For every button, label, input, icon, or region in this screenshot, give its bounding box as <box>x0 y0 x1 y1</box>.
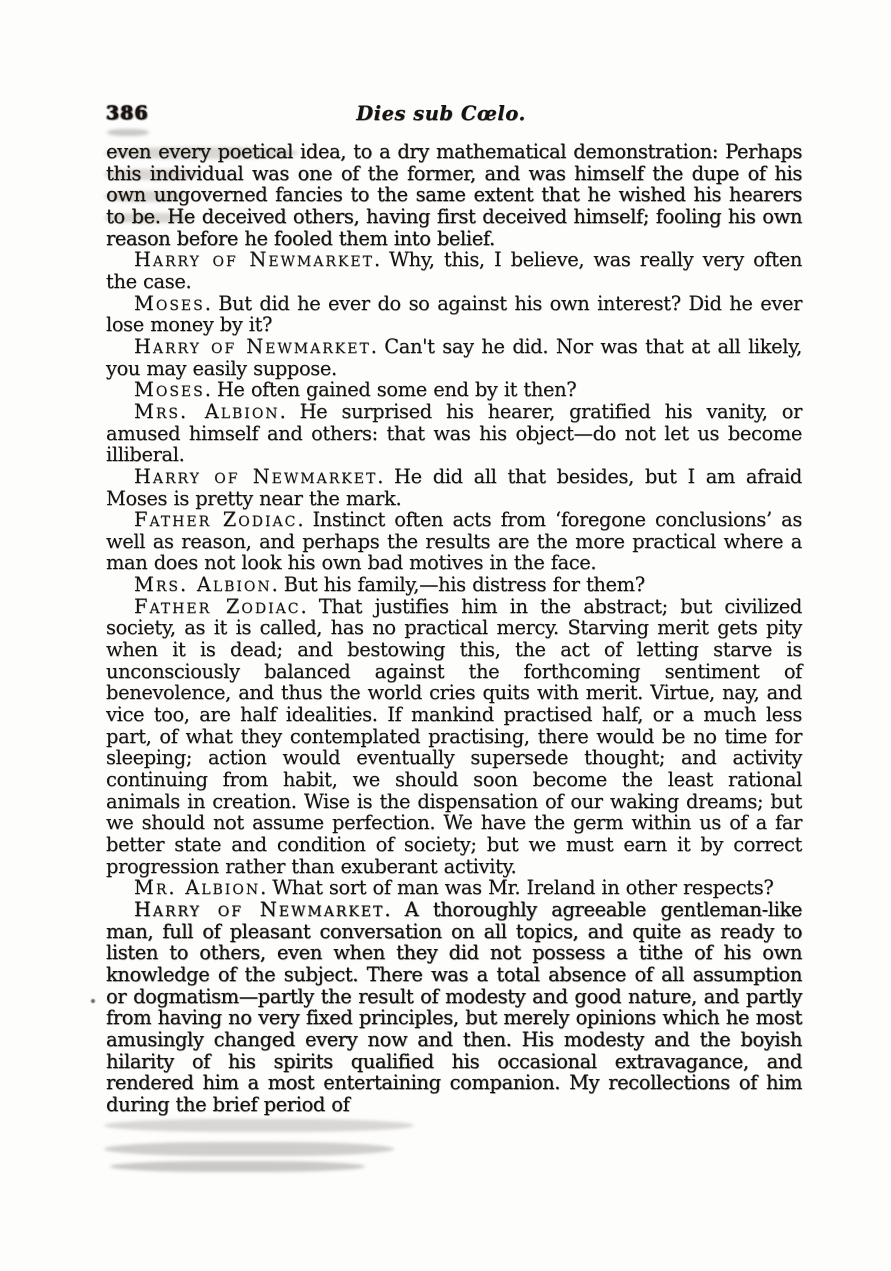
paragraph: Father Zodiac. Instinct often acts from ‘foregone conclusions’ as well as reason, and perhaps the results are the more practical where a man does not look his own bad motives in the face. <box>106 508 802 575</box>
paragraph: Mrs. Albion. He surprised his hearer, gratified his vanity, or amused himself and others: that was his object—do not let us become illiberal. <box>106 399 802 467</box>
paragraph: even every poetical idea, to a dry mathematical demonstration: Perhaps this individual was one of the former, and was himself the dupe of his own ungoverned fancies to the same extent that he wished his hearers to be. He deceived others, having first deceived himself; fooling his own reason before he fooled them into belief. <box>106 140 802 250</box>
text-block <box>106 141 802 1116</box>
ink-smudge <box>110 1161 365 1172</box>
speaker-name: Harry of Newmarket <box>134 248 374 272</box>
margin-speck <box>91 999 95 1003</box>
ink-smudge <box>104 1119 414 1132</box>
paragraph: Mrs. Albion. But his family,—his distress for them? <box>134 573 645 597</box>
speaker-name: Father Zodiac <box>134 508 298 532</box>
paragraph: Harry of Newmarket. Can't say he did. Nor was that at all likely, you may easily suppose. <box>106 334 802 380</box>
paragraph: Harry of Newmarket. He did all that besides, but I am afraid Moses is pretty near the mark. <box>106 464 802 510</box>
paragraph: Harry of Newmarket. Why, this, I believe, was really very often the case. <box>106 248 802 293</box>
paragraph: Mr. Albion. What sort of man was Mr. Ireland in other respects? <box>134 876 774 900</box>
ink-smudge <box>104 1142 394 1156</box>
paragraph: Father Zodiac. That justifies him in the abstract; but civilized society, as it is called, has no practical mercy. Starving merit gets pity when it is dead; and bestowing this, the act of letting starve is unconsciously balanced against the forthcoming sentiment of benevolence, and thus the world cries quits with merit. Virtue, nay, and vice too, are half idealities. If mankind practised half, or a much less part, of what they contemplated practising, there would be no time for sleeping; action would eventually supersede thought; and activity continuing from habit, we should soon become the least rational animals in creation. Wise is the dispensation of our waking dreams; but we should not assume perfection. We have the germ within us of a far better state and condition of society; but we must earn it by correct progression rather than exuberant activity. <box>106 594 802 878</box>
paragraph: Harry of Newmarket. A thoroughly agreeable gentleman-like man, full of pleasant conversation on all topics, and quite as ready to listen to others, even when they did not possess a tithe of his own knowledge of the subject. There was a total absence of all assumption or dogmatism—partly the result of modesty and good nature, and partly from having no very fixed principles, but merely opinions which he most amusingly changed every now and then. His modesty and the boyish hilarity of his spirits qualified his occasional extravagance, and rendered him a most entertaining companion. My recollections of him during the brief period of <box>106 897 803 1116</box>
ink-smudge <box>107 129 149 136</box>
speaker-name: Moses <box>134 378 205 402</box>
page-number: 386 <box>106 102 149 124</box>
paragraph: Moses. But did he ever do so against his own interest? Did he ever lose money by it? <box>106 291 802 337</box>
page-header <box>106 102 802 128</box>
speaker-name: Harry of Newmarket <box>134 897 385 921</box>
speaker-name: Mr. Albion <box>134 876 261 900</box>
speaker-name: Father Zodiac <box>134 594 301 618</box>
speaker-name: Mrs. Albion <box>134 399 280 423</box>
running-title: Dies sub Cœlo. <box>356 102 526 125</box>
speaker-name: Moses <box>134 291 205 315</box>
speaker-name: Harry of Newmarket <box>134 334 371 358</box>
speaker-name: Harry of Newmarket <box>134 464 378 488</box>
speaker-name: Mrs. Albion <box>134 573 272 597</box>
paragraph: Moses. He often gained some end by it then? <box>134 378 577 402</box>
